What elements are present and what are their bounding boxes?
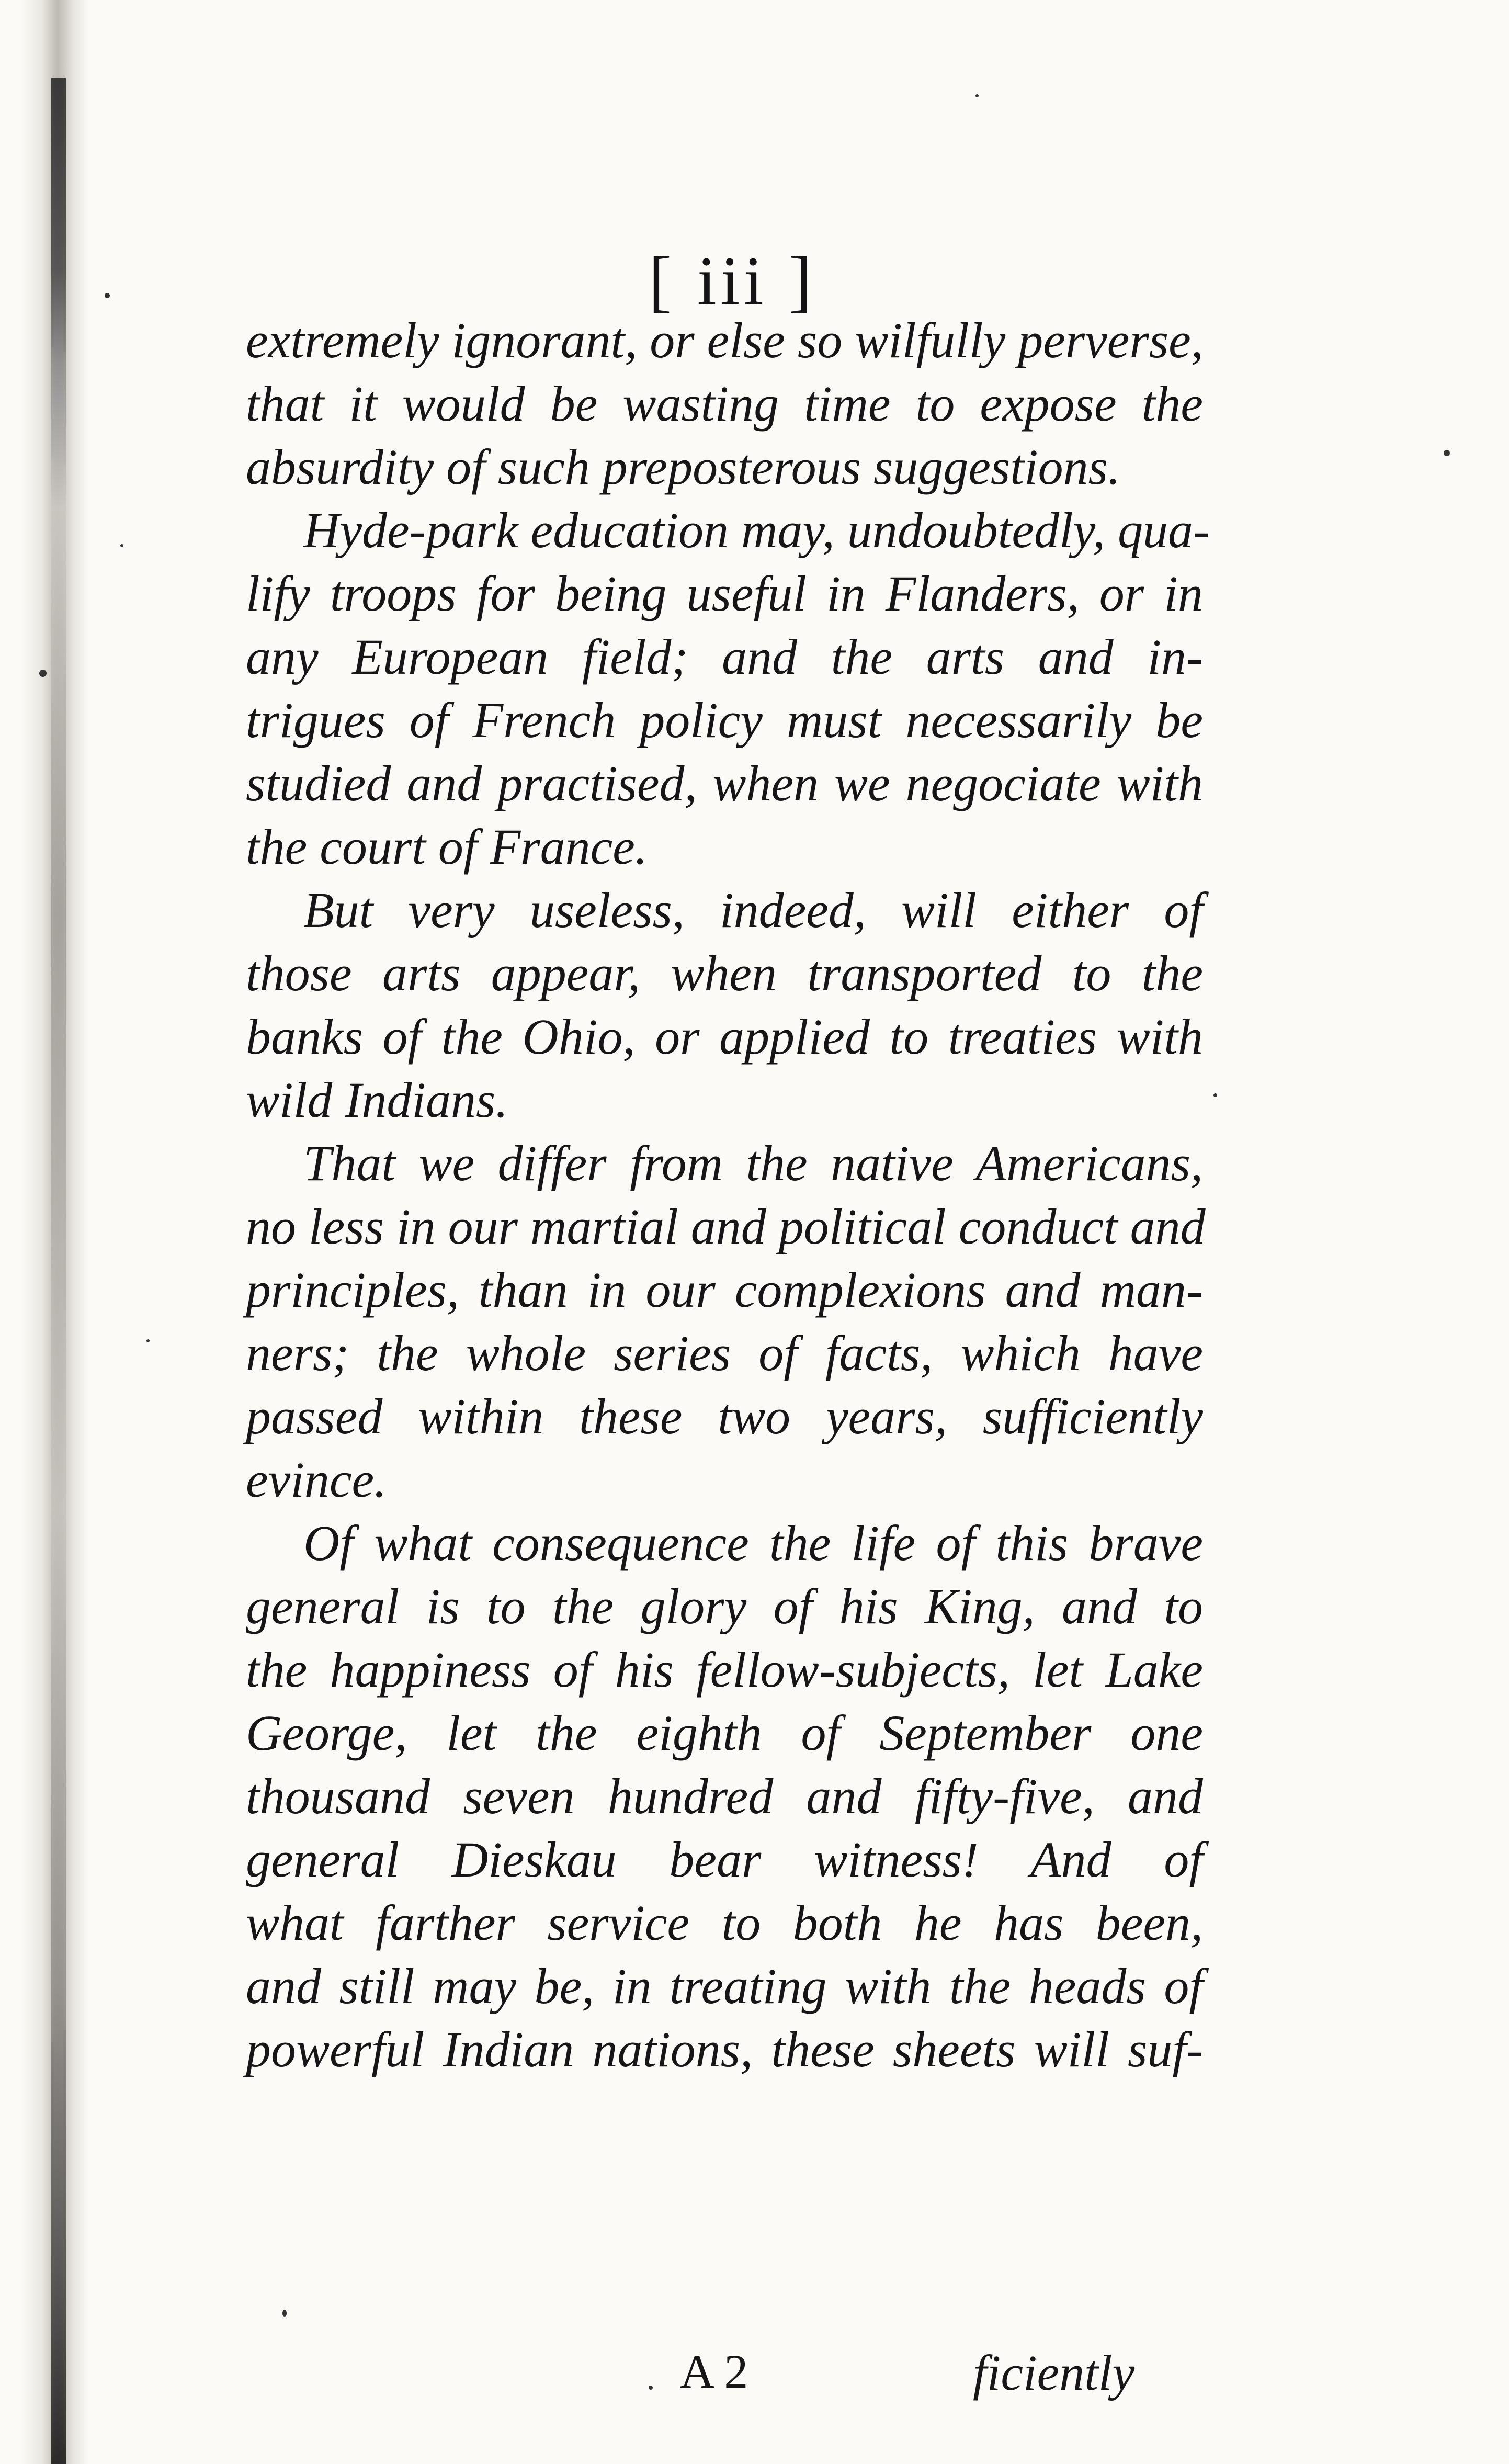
text-line: banks of the Ohio, or applied to treaties with (246, 1009, 1203, 1065)
scan-speck (39, 670, 47, 677)
text-line: wild Indians. (246, 1072, 508, 1128)
scan-speck (975, 94, 979, 97)
scan-speck (1444, 450, 1450, 456)
text-line: absurdity of such preposterous suggestions. (246, 439, 1120, 495)
scan-speck (146, 1339, 150, 1342)
text-line: evince. (246, 1452, 387, 1508)
text-line: George, let the eighth of September one (246, 1705, 1203, 1761)
text-line: no less in our martial and political conduct and (246, 1199, 1206, 1254)
text-line: studied and practised, when we negociate with (246, 755, 1203, 811)
signature-mark: A 2 (680, 2345, 748, 2398)
page-header: [ iii ] (649, 242, 816, 319)
text-line: what farther service to both he has been, (246, 1895, 1203, 1951)
text-line: thousand seven hundred and fifty-five, and (246, 1768, 1203, 1824)
scan-speck (282, 2310, 287, 2317)
text-line: any European field; and the arts and in- (246, 629, 1203, 685)
catchword: ficiently (973, 2345, 1135, 2401)
text-line: the court of France. (246, 819, 648, 875)
text-line: That we differ from the native Americans, (303, 1135, 1203, 1191)
text-line: ners; the whole series of facts, which have (246, 1325, 1203, 1381)
text-line: powerful Indian nations, these sheets will suf- (246, 2021, 1203, 2077)
text-line: trigues of French policy must necessarily be (246, 692, 1203, 748)
text-line: that it would be wasting time to expose the (246, 376, 1203, 432)
text-line: Hyde-park education may, undoubtedly, qua- (303, 502, 1210, 558)
body-text (246, 309, 1210, 2081)
text-line: the happiness of his fellow-subjects, let Lake (246, 1642, 1203, 1698)
text-line: extremely ignorant, or else so wilfully perverse, (246, 312, 1204, 368)
text-line: But very useless, indeed, will either of (303, 882, 1203, 938)
text-line: general is to the glory of his King, and to (246, 1578, 1203, 1634)
scan-speck (120, 544, 123, 547)
scan-speck (1213, 1093, 1217, 1097)
binding-shadow (51, 78, 66, 2464)
scan-speck (649, 2386, 653, 2390)
text-line: lify troops for being useful in Flanders, or in (246, 566, 1203, 621)
scan-speck (105, 293, 110, 298)
text-line: Of what consequence the life of this brave (303, 1515, 1203, 1571)
text-line: those arts appear, when transported to the (246, 945, 1203, 1001)
text-line: passed within these two years, sufficiently (246, 1388, 1203, 1444)
text-line: general Dieskau bear witness! And of (246, 1832, 1203, 1887)
text-line: and still may be, in treating with the heads of (246, 1958, 1203, 2014)
text-line: principles, than in our complexions and man- (246, 1262, 1203, 1318)
